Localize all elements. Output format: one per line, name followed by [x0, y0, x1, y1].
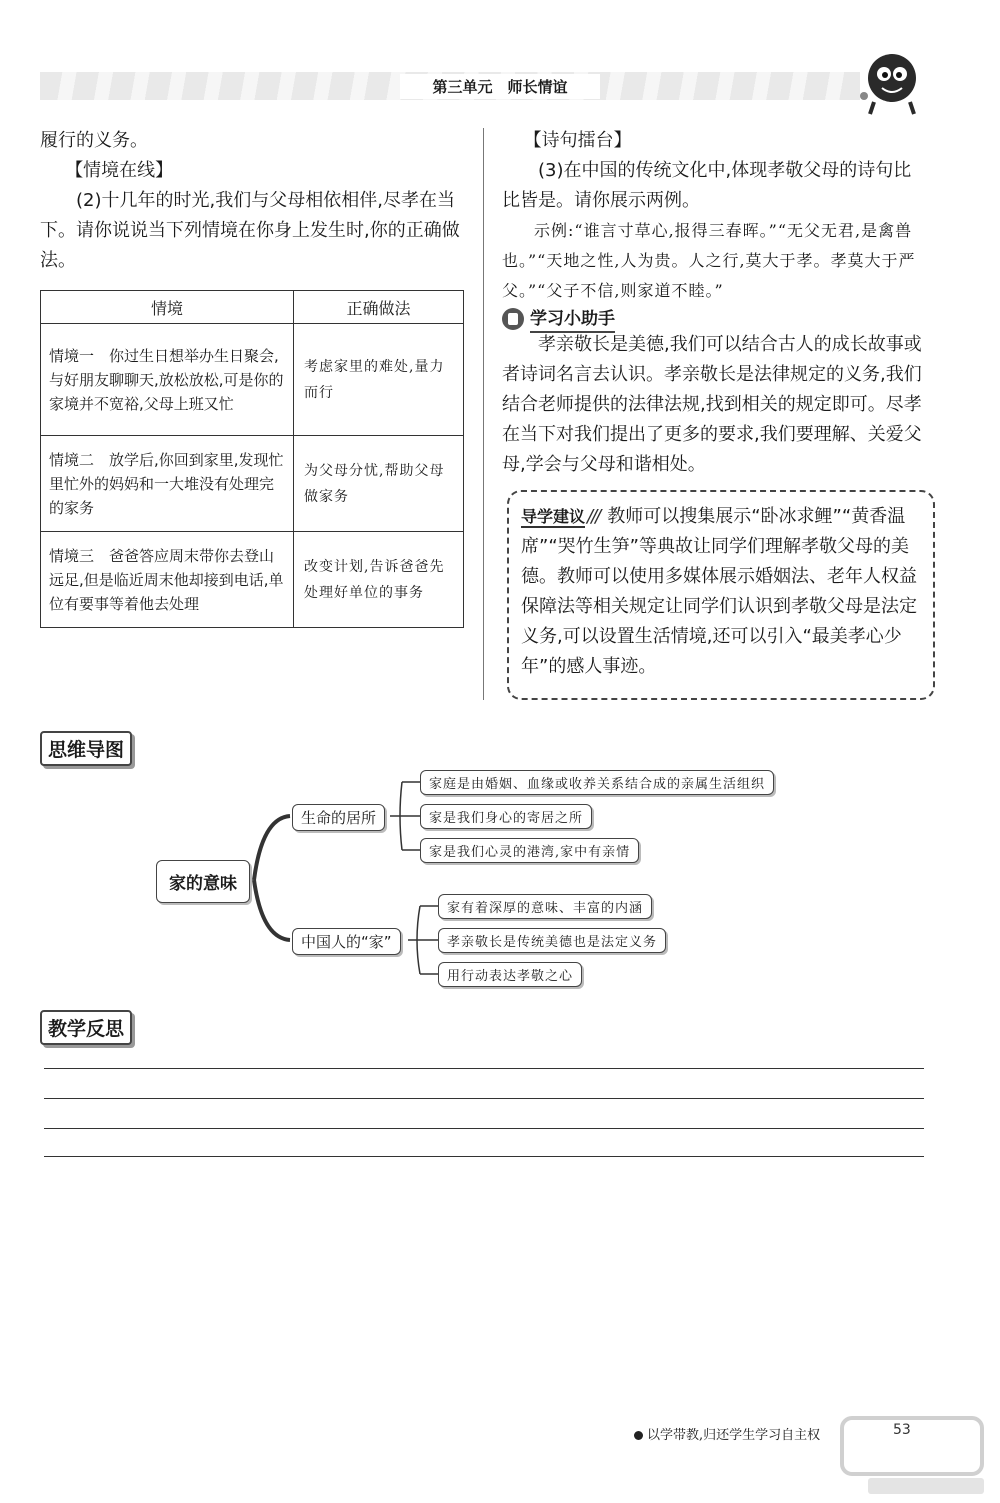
- mindmap-branch: 生命的居所: [292, 804, 385, 831]
- branch-1-connector: [390, 782, 420, 850]
- continued-text: 履行的义务。: [40, 130, 148, 151]
- guide-text: 教师可以搜集展示“卧冰求鲤”“黄香温席”“哭竹生笋”等典故让同学们理解孝敬父母的美德。教师可以使用多媒体展示婚姻法、老年人权益保障法等相关规定让同学们认识到孝敬父母是法定义务,可以设置生活情境,还可以引入“最美孝心少年”的感人事迹。: [521, 506, 917, 677]
- mascot-icon: [852, 44, 928, 120]
- mindmap-branch: 中国人的“家”: [292, 928, 401, 955]
- writing-line: [44, 1098, 924, 1099]
- question-2: (2)十几年的时光,我们与父母相依相伴,尽孝在当下。请你说说当下列情境在你身上发生时,你的正确做法。: [40, 190, 460, 271]
- mindmap-label: 思维导图: [40, 731, 132, 766]
- helper-text: 孝亲敬长是美德,我们可以结合古人的成长故事或者诗词名言去认识。孝亲敬长是法律规定的义务,我们结合老师提供的法律法规,找到相关的规定即可。尽孝在当下对我们提出了更多的要求,我们要理解、关爱父母,学会与父母和谐相处。: [502, 334, 922, 475]
- right-column: [502, 126, 922, 306]
- writing-line: [44, 1128, 924, 1129]
- unit-title: 第三单元 师长情谊: [400, 74, 600, 99]
- column-divider: [483, 128, 484, 700]
- footer-slogan-block: [634, 1424, 820, 1443]
- mindmap-leaf: 孝亲敬长是传统美德也是法定义务: [438, 928, 666, 953]
- situation-cell: 情境二 放学后,你回到家里,发现忙里忙外的妈妈和一大堆没有处理完的家务: [41, 436, 294, 532]
- table-row: [41, 436, 464, 532]
- mindmap-leaf: 家是我们身心的寄居之所: [420, 804, 592, 829]
- guide-label: 导学建议: [521, 507, 586, 526]
- mindmap-leaf: 用行动表达孝敬之心: [438, 962, 582, 987]
- writing-line: [44, 1156, 924, 1157]
- situation-cell: 情境一 你过生日想举办生日聚会,与好朋友聊聊天,放松放松,可是你的家境并不宽裕,父母上班又忙: [41, 324, 294, 436]
- mindmap-root: 家的意味: [156, 860, 250, 903]
- helper-icon: [502, 308, 524, 330]
- answer-cell: 改变计划,告诉爸爸先处理好单位的事务: [294, 532, 464, 628]
- page-header: [40, 66, 860, 106]
- table-row: [41, 324, 464, 436]
- mindmap-leaf: 家有着深厚的意味、丰富的内涵: [438, 894, 652, 919]
- example-answer: 示例:“谁言寸草心,报得三春晖。”“无父无君,是禽兽也。”“天地之性,人为贵。人之行,莫大于孝。孝莫大于严父。”“父子不信,则家道不睦。”: [502, 221, 916, 300]
- guide-slash: ///: [587, 506, 600, 527]
- answer-cell: 考虑家里的难处,量力而行: [294, 324, 464, 436]
- table-header-answer: 正确做法: [294, 291, 464, 324]
- writing-line: [44, 1068, 924, 1069]
- answer-cell: 为父母分忧,帮助父母做家务: [294, 436, 464, 532]
- section-heading-poetry: 【诗句擂台】: [523, 130, 632, 151]
- table-header-situation: 情境: [41, 291, 294, 324]
- question-3: (3)在中国的传统文化中,体现孝敬父母的诗句比比皆是。请你展示两例。: [502, 160, 912, 211]
- footer-slogan: 以学带教,归还学生学习自主权: [647, 1428, 821, 1443]
- situation-table: [40, 290, 464, 628]
- situation-cell: 情境三 爸爸答应周末带你去登山远足,但是临近周末他却接到电话,单位有要事等着他去处理: [41, 532, 294, 628]
- teaching-guide-box: [507, 490, 935, 700]
- reflection-label: 教学反思: [40, 1010, 132, 1045]
- brace-upper: [254, 816, 290, 880]
- mindmap-leaf: 家是我们心灵的港湾,家中有亲情: [420, 838, 639, 863]
- helper-label: 学习小助手: [530, 304, 615, 333]
- section-heading-situation: 【情境在线】: [65, 160, 174, 181]
- table-header-row: [41, 291, 464, 324]
- brace-lower: [254, 880, 290, 940]
- study-helper-heading: [502, 304, 615, 333]
- left-column: [40, 126, 464, 276]
- helper-text-block: [502, 330, 922, 480]
- mindmap-leaf: 家庭是由婚姻、血缘或收养关系结合成的亲属生活组织: [420, 770, 774, 795]
- branch-2-connector: [408, 906, 438, 974]
- bullet-icon: [634, 1431, 643, 1440]
- page-number: 53: [893, 1422, 911, 1438]
- watermark-logo-icon: [838, 1412, 988, 1498]
- table-row: [41, 532, 464, 628]
